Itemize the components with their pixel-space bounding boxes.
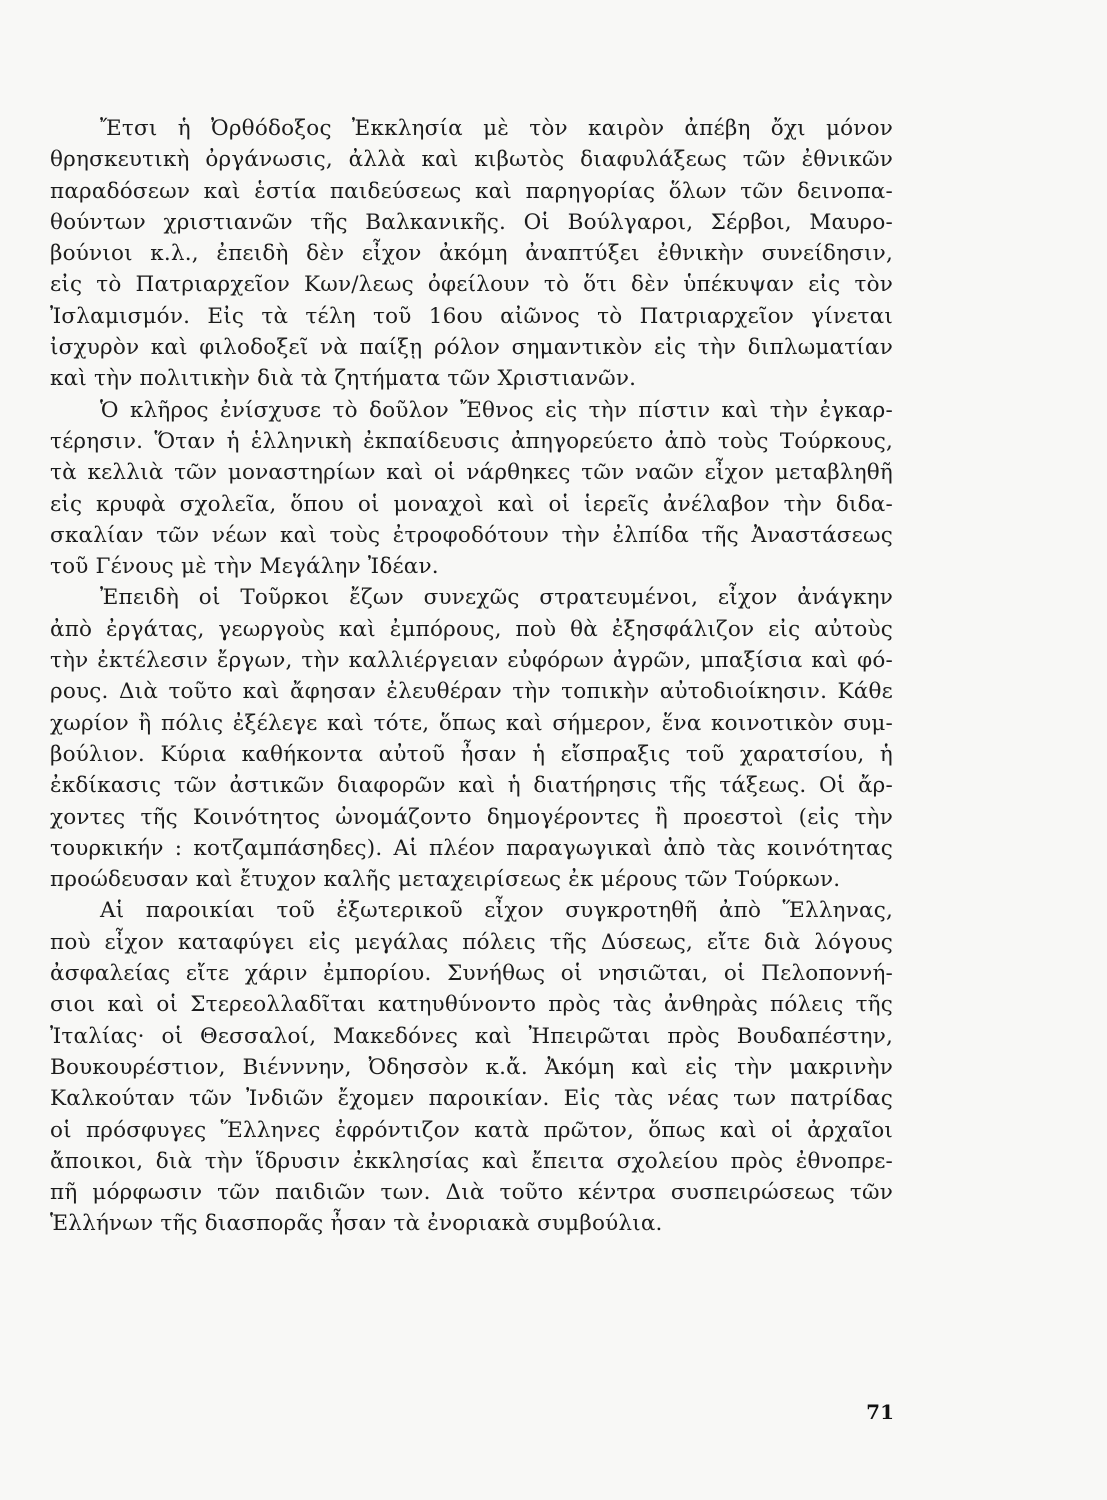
text-line: τέρησιν. Ὅταν ἡ ἑλληνικὴ ἐκπαίδευσις ἀπηγορεύετο ἀπὸ τοὺς Τούρκους, — [50, 428, 893, 454]
text-line: ἀπὸ ἐργάτας, γεωργοὺς καὶ ἐμπόρους, ποὺ θὰ ἐξησφάλιζον εἰς αὐτοὺς — [50, 616, 893, 642]
text-line: παραδόσεων καὶ ἑστία παιδεύσεως καὶ παρηγορίας ὅλων τῶν δεινοπα- — [50, 178, 893, 204]
text-line: τὰ κελλιὰ τῶν μοναστηρίων καὶ οἱ νάρθηκες τῶν ναῶν εἶχον μεταβληθῆ — [50, 460, 893, 486]
text-line: ἄποικοι, διὰ τὴν ἵδρυσιν ἐκκλησίας καὶ ἔπειτα σχολείου πρὸς ἐθνοπρε- — [50, 1148, 893, 1174]
text-line: καὶ τὴν πολιτικὴν διὰ τὰ ζητήματα τῶν Χριστιανῶν. — [50, 366, 637, 392]
text-line: Αἱ παροικίαι τοῦ ἐξωτερικοῦ εἶχον συγκροτηθῆ ἀπὸ Ἕλληνας, — [100, 898, 893, 924]
text-line: ρους. Διὰ τοῦτο καὶ ἄφησαν ἐλευθέραν τὴν τοπικὴν αὐτοδιοίκησιν. Κάθε — [50, 679, 893, 705]
text-line: εἰς κρυφὰ σχολεῖα, ὅπου οἱ μοναχοὶ καὶ οἱ ἱερεῖς ἀνέλαβον τὴν διδα- — [50, 491, 893, 517]
paragraph-1 — [50, 113, 893, 395]
text-line: ἰσχυρὸν καὶ φιλοδοξεῖ νὰ παίξῃ ρόλον σημαντικὸν εἰς τὴν διπλωματίαν — [50, 335, 893, 361]
text-line: Καλκούταν τῶν Ἰνδιῶν ἔχομεν παροικίαν. Εἰς τὰς νέας των πατρίδας — [50, 1086, 893, 1112]
text-line: βούλιον. Κύρια καθήκοντα αὐτοῦ ἦσαν ἡ εἴσπραξις τοῦ χαρατσίου, ἡ — [50, 741, 893, 767]
text-line: Ἰσλαμισμόν. Εἰς τὰ τέλη τοῦ 16ου αἰῶνος τὸ Πατριαρχεῖον γίνεται — [50, 303, 893, 329]
text-line: Ἑλλήνων τῆς διασπορᾶς ἦσαν τὰ ἐνοριακὰ συμβούλια. — [50, 1211, 663, 1237]
text-line: πῆ μόρφωσιν τῶν παιδιῶν των. Διὰ τοῦτο κέντρα συσπειρώσεως τῶν — [50, 1180, 893, 1206]
text-line: Ἔτσι ἡ Ὀρθόδοξος Ἐκκλησία μὲ τὸν καιρὸν ἀπέβη ὄχι μόνον — [100, 116, 893, 141]
text-line: θούντων χριστιανῶν τῆς Βαλκανικῆς. Οἱ Βούλγαροι, Σέρβοι, Μαυρο- — [50, 209, 893, 235]
text-line: χοντες τῆς Κοινότητος ὠνομάζοντο δημογέροντες ἢ προεστοὶ (εἰς τὴν — [50, 804, 893, 830]
text-line: Βουκουρέστιον, Βιένννην, Ὀδησσὸν κ.ἄ. Ἀκόμη καὶ εἰς τὴν μακρινὴν — [50, 1054, 893, 1080]
text-line: εἰς τὸ Πατριαρχεῖον Κων/λεως ὀφείλουν τὸ ὅτι δὲν ὑπέκυψαν εἰς τὸν — [50, 272, 893, 298]
paragraph-3 — [50, 582, 893, 895]
text-line: προώδευσαν καὶ ἔτυχον καλῆς μεταχειρίσεως ἐκ μέρους τῶν Τούρκων. — [50, 867, 841, 893]
text-line: Ἐπειδὴ οἱ Τοῦρκοι ἔζων συνεχῶς στρατευμένοι, εἶχον ἀνάγκην — [100, 585, 893, 611]
text-line: ἀσφαλείας εἴτε χάριν ἐμπορίου. Συνήθως οἱ νησιῶται, οἱ Πελοποννή- — [50, 961, 893, 987]
text-line: ἐκδίκασις τῶν ἀστικῶν διαφορῶν καὶ ἡ διατήρησις τῆς τάξεως. Οἱ ἄρ- — [50, 773, 893, 799]
text-line: σκαλίαν τῶν νέων καὶ τοὺς ἐτροφοδότουν τὴν ἐλπίδα τῆς Ἀναστάσεως — [50, 522, 893, 548]
text-line: οἱ πρόσφυγες Ἕλληνες ἐφρόντιζον κατὰ πρῶτον, ὅπως καὶ οἱ ἀρχαῖοι — [50, 1117, 893, 1143]
paragraph-4 — [50, 895, 893, 1239]
text-line: Ὁ κλῆρος ἐνίσχυσε τὸ δοῦλον Ἔθνος εἰς τὴν πίστιν καὶ τὴν ἐγκαρ- — [100, 397, 893, 423]
text-line: τοῦ Γένους μὲ τὴν Μεγάλην Ἰδέαν. — [50, 554, 439, 580]
text-line: ποὺ εἶχον καταφύγει εἰς μεγάλας πόλεις τῆς Δύσεως, εἴτε διὰ λόγους — [50, 929, 893, 955]
text-line: σιοι καὶ οἱ Στερεολλαδῖται κατηυθύνοντο πρὸς τὰς ἀνθηρὰς πόλεις τῆς — [50, 992, 893, 1018]
text-line: τουρκικήν : κοτζαμπάσηδες). Αἱ πλέον παραγωγικαὶ ἀπὸ τὰς κοινότητας — [50, 835, 893, 861]
text-line: θρησκευτικὴ ὀργάνωσις, ἀλλὰ καὶ κιβωτὸς διαφυλάξεως τῶν ἐθνικῶν — [50, 147, 893, 173]
text-line: τὴν ἐκτέλεσιν ἔργων, τὴν καλλιέργειαν εὐφόρων ἀγρῶν, μπαξίσια καὶ φό- — [50, 648, 893, 674]
text-line: βούνιοι κ.λ., ἐπειδὴ δὲν εἶχον ἀκόμη ἀναπτύξει ἐθνικὴν συνείδησιν, — [50, 241, 893, 267]
body-text — [50, 113, 893, 1240]
paragraph-2 — [50, 395, 893, 583]
text-line: Ἰταλίας· οἱ Θεσσαλοί, Μακεδόνες καὶ Ἠπειρῶται πρὸς Βουδαπέστην, — [50, 1023, 893, 1049]
page-number: 71 — [866, 1400, 894, 1424]
text-line: χωρίον ἢ πόλις ἐξέλεγε καὶ τότε, ὅπως καὶ σήμερον, ἕνα κοινοτικὸν συμ- — [50, 710, 893, 736]
